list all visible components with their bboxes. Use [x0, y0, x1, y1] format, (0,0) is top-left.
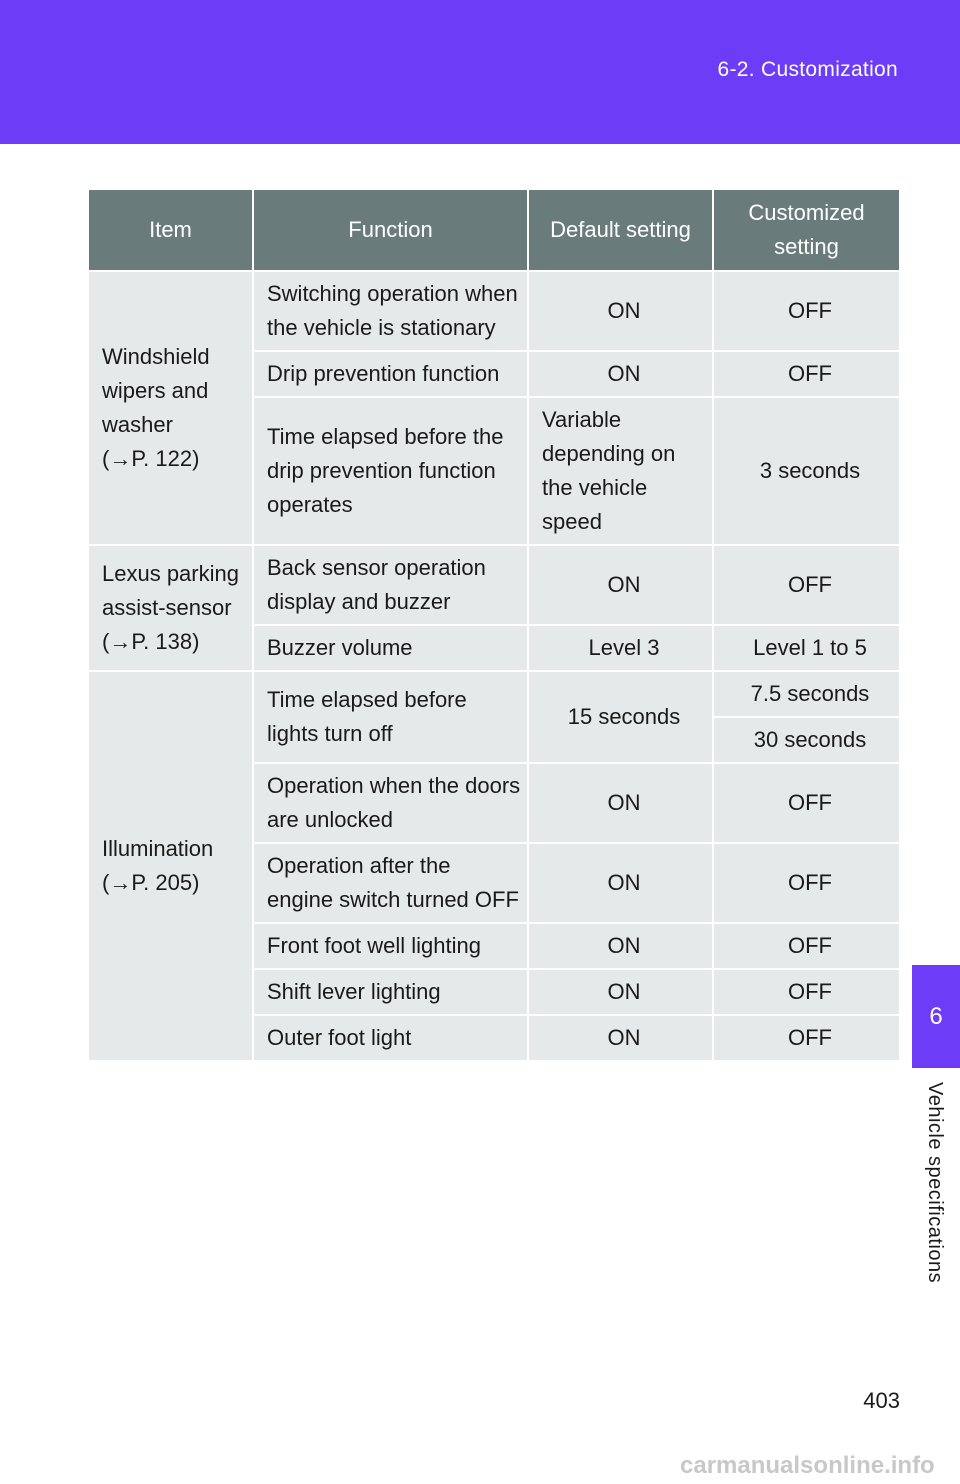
function-cell: Operation after the engine switch turned OFF — [253, 843, 528, 923]
default-cell: Level 3 — [528, 625, 713, 671]
default-cell: ON — [528, 1015, 713, 1061]
function-cell: Front foot well lighting — [253, 923, 528, 969]
item-line: Windshield — [102, 344, 210, 369]
chapter-label: Vehicle specifications — [924, 1082, 946, 1284]
custom-cell: OFF — [713, 969, 899, 1015]
column-header-customized: Customized setting — [713, 190, 899, 271]
default-cell: ON — [528, 969, 713, 1015]
custom-cell: OFF — [713, 923, 899, 969]
custom-cell: 7.5 seconds — [713, 671, 899, 717]
default-cell: ON — [528, 545, 713, 625]
custom-cell: OFF — [713, 1015, 899, 1061]
section-title: 6-2. Customization — [717, 58, 898, 81]
default-cell: ON — [528, 923, 713, 969]
custom-cell: OFF — [713, 843, 899, 923]
item-page-ref: (→P. 205) — [102, 870, 200, 895]
column-header-default: Default setting — [528, 190, 713, 271]
table-row — [89, 545, 899, 625]
custom-cell: OFF — [713, 351, 899, 397]
default-cell: ON — [528, 843, 713, 923]
watermark: carmanualsonline.info — [680, 1452, 935, 1479]
column-header-item: Item — [89, 190, 253, 271]
page-number: 403 — [863, 1388, 900, 1413]
item-line: assist-sensor — [102, 595, 232, 620]
item-line: wipers and — [102, 378, 209, 403]
chapter-tab[interactable] — [912, 965, 960, 1068]
function-cell: Time elapsed before the drip prevention function operates — [253, 397, 528, 545]
custom-cell: 30 seconds — [713, 717, 899, 763]
custom-cell: Level 1 to 5 — [713, 625, 899, 671]
item-line: washer — [102, 412, 173, 437]
function-cell: Buzzer volume — [253, 625, 528, 671]
table-header-row — [89, 190, 899, 271]
item-line: Illumination — [102, 836, 214, 861]
default-cell: Variable depending on the vehicle speed — [528, 397, 713, 545]
item-cell-illumination — [89, 671, 253, 1061]
item-line: Lexus parking — [102, 561, 239, 586]
function-cell: Time elapsed before lights turn off — [253, 671, 528, 763]
item-page-ref: (→P. 122) — [102, 446, 200, 471]
customization-table — [89, 190, 899, 1062]
custom-cell: OFF — [713, 271, 899, 351]
header-bar — [0, 0, 960, 144]
table-row — [89, 271, 899, 351]
custom-cell: OFF — [713, 545, 899, 625]
function-cell: Drip prevention function — [253, 351, 528, 397]
function-cell: Switching operation when the vehicle is stationary — [253, 271, 528, 351]
default-cell: ON — [528, 351, 713, 397]
table-row — [89, 671, 899, 717]
default-cell: 15 seconds — [528, 671, 713, 763]
default-cell: ON — [528, 271, 713, 351]
function-cell: Shift lever lighting — [253, 969, 528, 1015]
function-cell: Back sensor operation display and buzzer — [253, 545, 528, 625]
custom-cell: OFF — [713, 763, 899, 843]
default-cell: ON — [528, 763, 713, 843]
custom-cell: 3 seconds — [713, 397, 899, 545]
column-header-function: Function — [253, 190, 528, 271]
function-cell: Outer foot light — [253, 1015, 528, 1061]
chapter-number: 6 — [929, 1002, 943, 1030]
item-cell-windshield — [89, 271, 253, 545]
item-cell-parking-sensor — [89, 545, 253, 671]
function-cell: Operation when the doors are unlocked — [253, 763, 528, 843]
item-page-ref: (→P. 138) — [102, 629, 200, 654]
